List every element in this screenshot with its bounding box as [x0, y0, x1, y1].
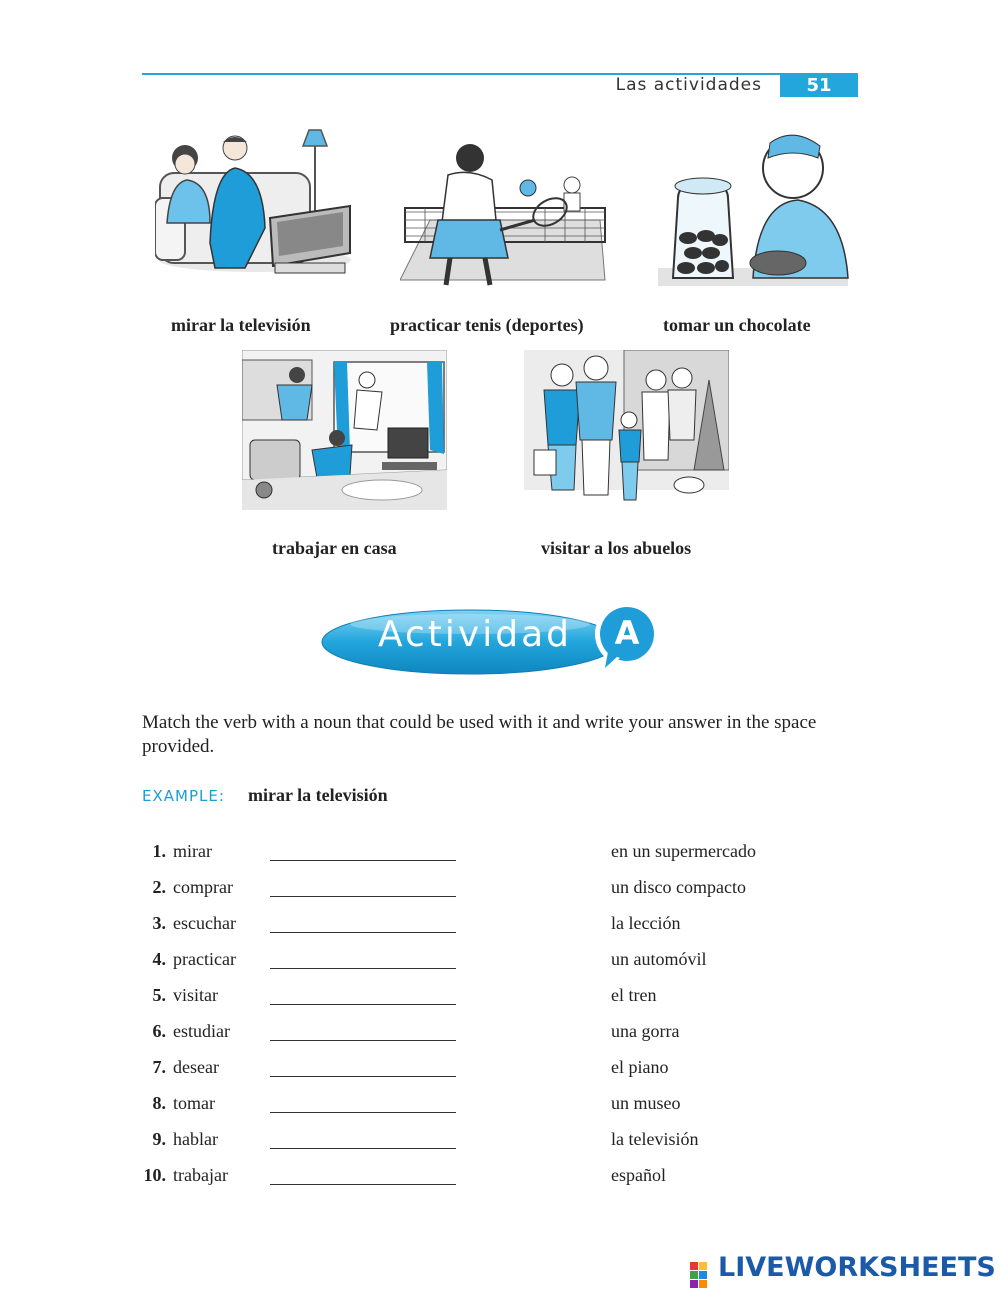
answer-blank[interactable] [270, 932, 456, 933]
exercise-row [0, 877, 1000, 907]
row-verb: trabajar [173, 1165, 228, 1185]
grandparents-illustration [524, 350, 729, 510]
row-noun: el tren [611, 985, 657, 1005]
row-number: 1. [152, 841, 166, 861]
exercise-row [0, 1129, 1000, 1159]
example-label: EXAMPLE: [142, 787, 225, 805]
answer-blank[interactable] [270, 1148, 456, 1149]
row-noun: un automóvil [611, 949, 707, 969]
instructions: Match the verb with a noun that could be used with it and write your answer in the space provided. [142, 712, 817, 757]
row-verb: hablar [173, 1129, 218, 1149]
answer-blank[interactable] [270, 1040, 456, 1041]
row-noun: la televisión [611, 1129, 699, 1149]
row-noun: la lección [611, 913, 681, 933]
row-number: 3. [152, 913, 166, 933]
chocolate-illustration [658, 128, 850, 288]
caption-chocolate: tomar un chocolate [663, 315, 811, 335]
exercise-row [0, 1021, 1000, 1051]
row-noun: en un supermercado [611, 841, 756, 861]
chapter-title: Las actividades [615, 75, 762, 95]
liveworksheets-logo-icon [690, 1258, 716, 1292]
caption-housework: trabajar en casa [272, 538, 397, 558]
row-verb: mirar [173, 841, 212, 861]
row-verb: visitar [173, 985, 218, 1005]
row-number: 8. [152, 1093, 166, 1113]
row-number: 7. [152, 1057, 166, 1077]
row-noun: un museo [611, 1093, 681, 1113]
row-number: 5. [152, 985, 166, 1005]
tennis-illustration [400, 140, 610, 288]
row-verb: practicar [173, 949, 236, 969]
row-verb: estudiar [173, 1021, 230, 1041]
activity-title: Actividad [378, 614, 572, 655]
answer-blank[interactable] [270, 1112, 456, 1113]
activity-badge [320, 594, 670, 680]
caption-tennis: practicar tenis (deportes) [390, 315, 584, 335]
answer-blank[interactable] [270, 1004, 456, 1005]
tv-illustration [155, 128, 355, 276]
housework-illustration [242, 350, 447, 510]
answer-blank[interactable] [270, 896, 456, 897]
answer-blank[interactable] [270, 968, 456, 969]
row-number: 4. [152, 949, 166, 969]
answer-blank[interactable] [270, 1184, 456, 1185]
exercise-row [0, 841, 1000, 871]
row-verb: desear [173, 1057, 219, 1077]
exercise-row [0, 913, 1000, 943]
exercise-row [0, 949, 1000, 979]
row-verb: comprar [173, 877, 233, 897]
answer-blank[interactable] [270, 1076, 456, 1077]
row-noun: un disco compacto [611, 877, 746, 897]
page-number: 51 [780, 75, 858, 97]
row-noun: español [611, 1165, 666, 1185]
caption-tv: mirar la televisión [171, 315, 311, 335]
row-noun: el piano [611, 1057, 669, 1077]
row-number: 9. [152, 1129, 166, 1149]
row-noun: una gorra [611, 1021, 680, 1041]
exercise-row [0, 1057, 1000, 1087]
row-number: 10. [143, 1165, 166, 1185]
exercise-row [0, 1093, 1000, 1123]
row-number: 2. [152, 877, 166, 897]
liveworksheets-logo[interactable]: LIVEWORKSHEETS [718, 1252, 996, 1283]
exercise-row [0, 1165, 1000, 1195]
row-number: 6. [152, 1021, 166, 1041]
activity-letter: A [614, 614, 640, 652]
example-text: mirar la televisión [248, 785, 388, 805]
caption-grandparents: visitar a los abuelos [541, 538, 692, 558]
row-verb: escuchar [173, 913, 236, 933]
row-verb: tomar [173, 1093, 215, 1113]
answer-blank[interactable] [270, 860, 456, 861]
exercise-row [0, 985, 1000, 1015]
